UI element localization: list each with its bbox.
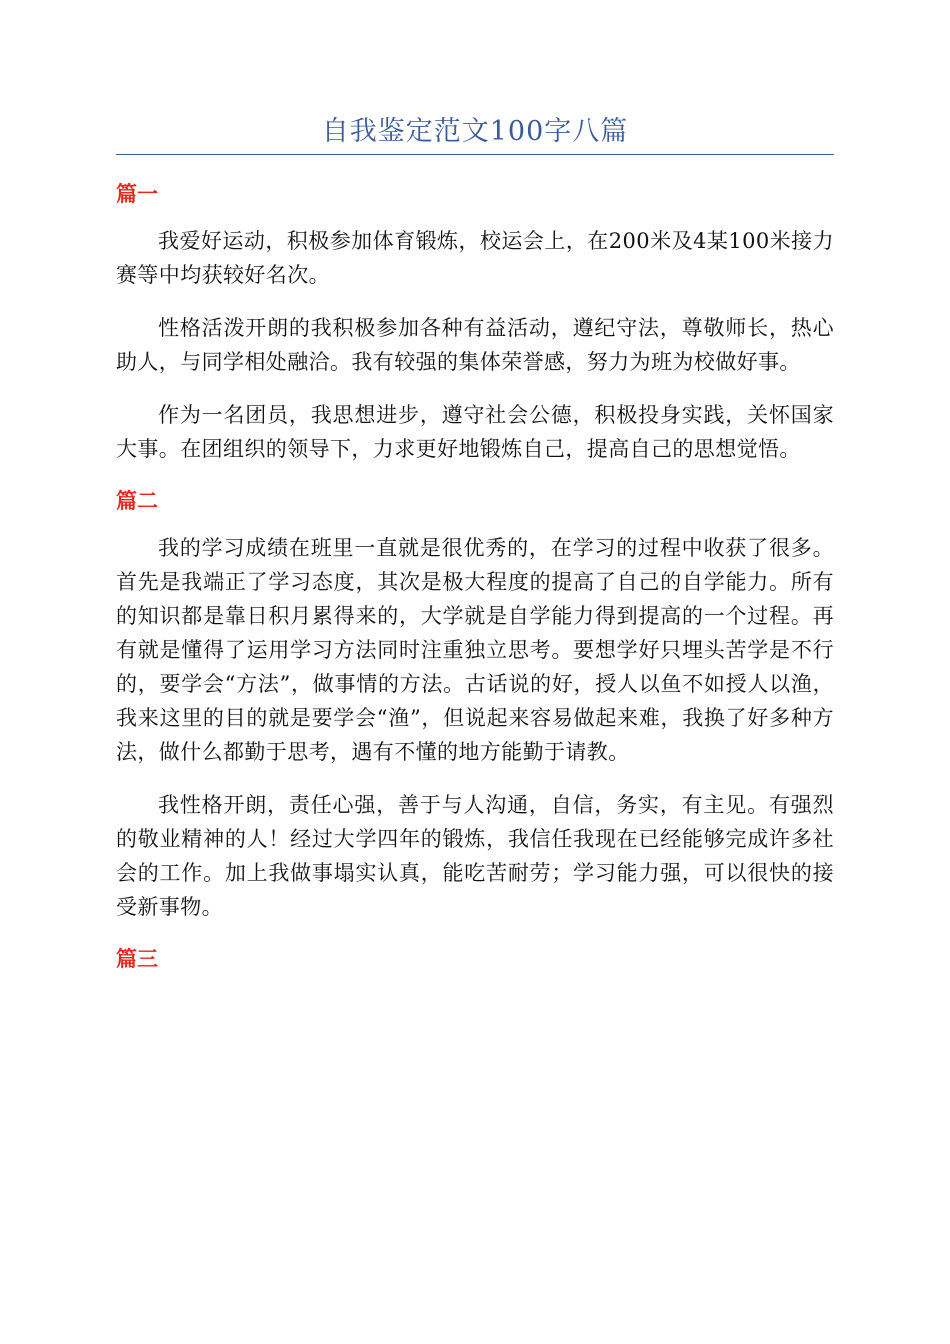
section-heading: 篇一 [116, 182, 158, 206]
section-3 [116, 943, 834, 975]
paragraph: 我爱好运动，积极参加体育锻炼，校运会上，在200米及4某100米接力赛等中均获较好名次。 [116, 229, 834, 287]
paragraph: 性格活泼开朗的我积极参加各种有益活动，遵纪守法，尊敬师长，热心助人，与同学相处融洽。我有较强的集体荣誉感，努力为班为校做好事。 [116, 316, 834, 374]
section-heading: 篇三 [116, 947, 158, 971]
paragraph: 我性格开朗，责任心强，善于与人沟通，自信，务实，有主见。有强烈的敬业精神的人！经过大学四年的锻炼，我信任我现在已经能够完成许多社会的工作。加上我做事塌实认真，能吃苦耐劳；学习能力强，可以很快的接受新事物。 [116, 793, 834, 919]
section-heading: 篇二 [116, 489, 158, 513]
section-2 [116, 485, 834, 924]
document-body [116, 178, 834, 989]
paragraph: 我的学习成绩在班里一直就是很优秀的，在学习的过程中收获了很多。首先是我端正了学习态度，其次是极大程度的提高了自己的自学能力。所有的知识都是靠日积月累得来的，大学就是自学能力得到提高的一个过程。再有就是懂得了运用学习方法同时注重独立思考。要想学好只埋头苦学是不行的，要学会“方法”，做事情的方法。古话说的好，授人以鱼不如授人以渔，我来这里的目的就是要学会“渔”，但说起来容易做起来难，我换了好多种方法，做什么都勤于思考，遇有不懂的地方能勤于请教。 [116, 536, 834, 764]
title-underline [116, 154, 834, 155]
section-1 [116, 178, 834, 466]
document-title: 自我鉴定范文100字八篇 [321, 116, 629, 147]
paragraph: 作为一名团员，我思想进步，遵守社会公德，积极投身实践，关怀国家大事。在团组织的领导下，力求更好地锻炼自己，提高自己的思想觉悟。 [116, 403, 834, 461]
